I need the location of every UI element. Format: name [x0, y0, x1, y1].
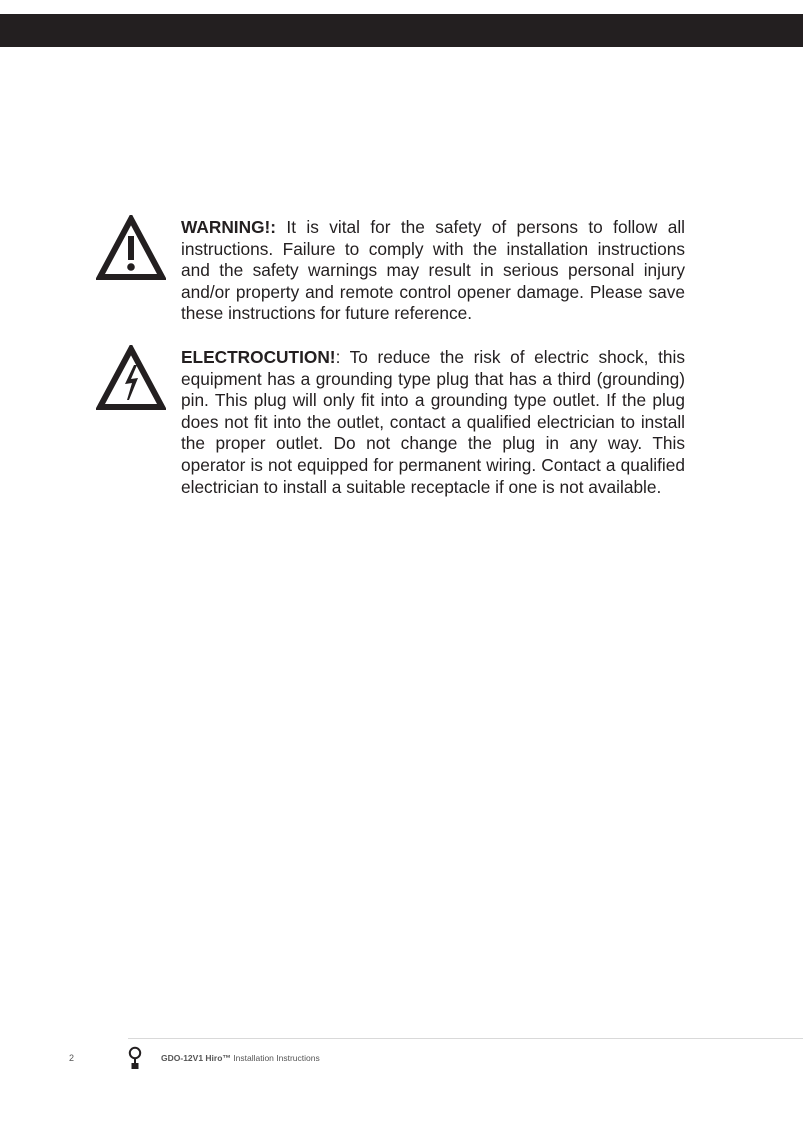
electrocution-title: ELECTROCUTION! [181, 347, 336, 367]
electrocution-text [181, 347, 685, 498]
brand-logo-icon [128, 1046, 142, 1070]
page-number: 2 [69, 1053, 75, 1063]
warning-triangle-icon [96, 215, 166, 281]
footer-divider [128, 1038, 803, 1039]
warning-body: It is vital for the safety of persons to follow all instructions. Failure to comply with the installation instructions and the safety warnings may result in serious personal injury and/or property and remote control opener damage. Please save these instructions for future reference. [181, 217, 685, 324]
footer-model: GDO-12V1 Hiro™ [161, 1053, 231, 1063]
warning-text [181, 217, 685, 325]
footer-doc-title: Installation Instructions [230, 1053, 320, 1063]
warning-title: WARNING!: [181, 217, 277, 237]
header-bar [0, 14, 803, 47]
electric-shock-triangle-icon [96, 345, 166, 411]
footer-caption [161, 1053, 320, 1063]
electrocution-body: : To reduce the risk of electric shock, this equipment has a grounding type plug that has a third (grounding) pin. This plug will only fit into a grounding type outlet. If the plug does not fit into the outlet, contact a qualified electrician to install the proper outlet. Do not change the plug in any way. This operator is not equipped for permanent wiring. Contact a qualified electrician to install a suitable receptacle if one is not available. [181, 347, 685, 497]
